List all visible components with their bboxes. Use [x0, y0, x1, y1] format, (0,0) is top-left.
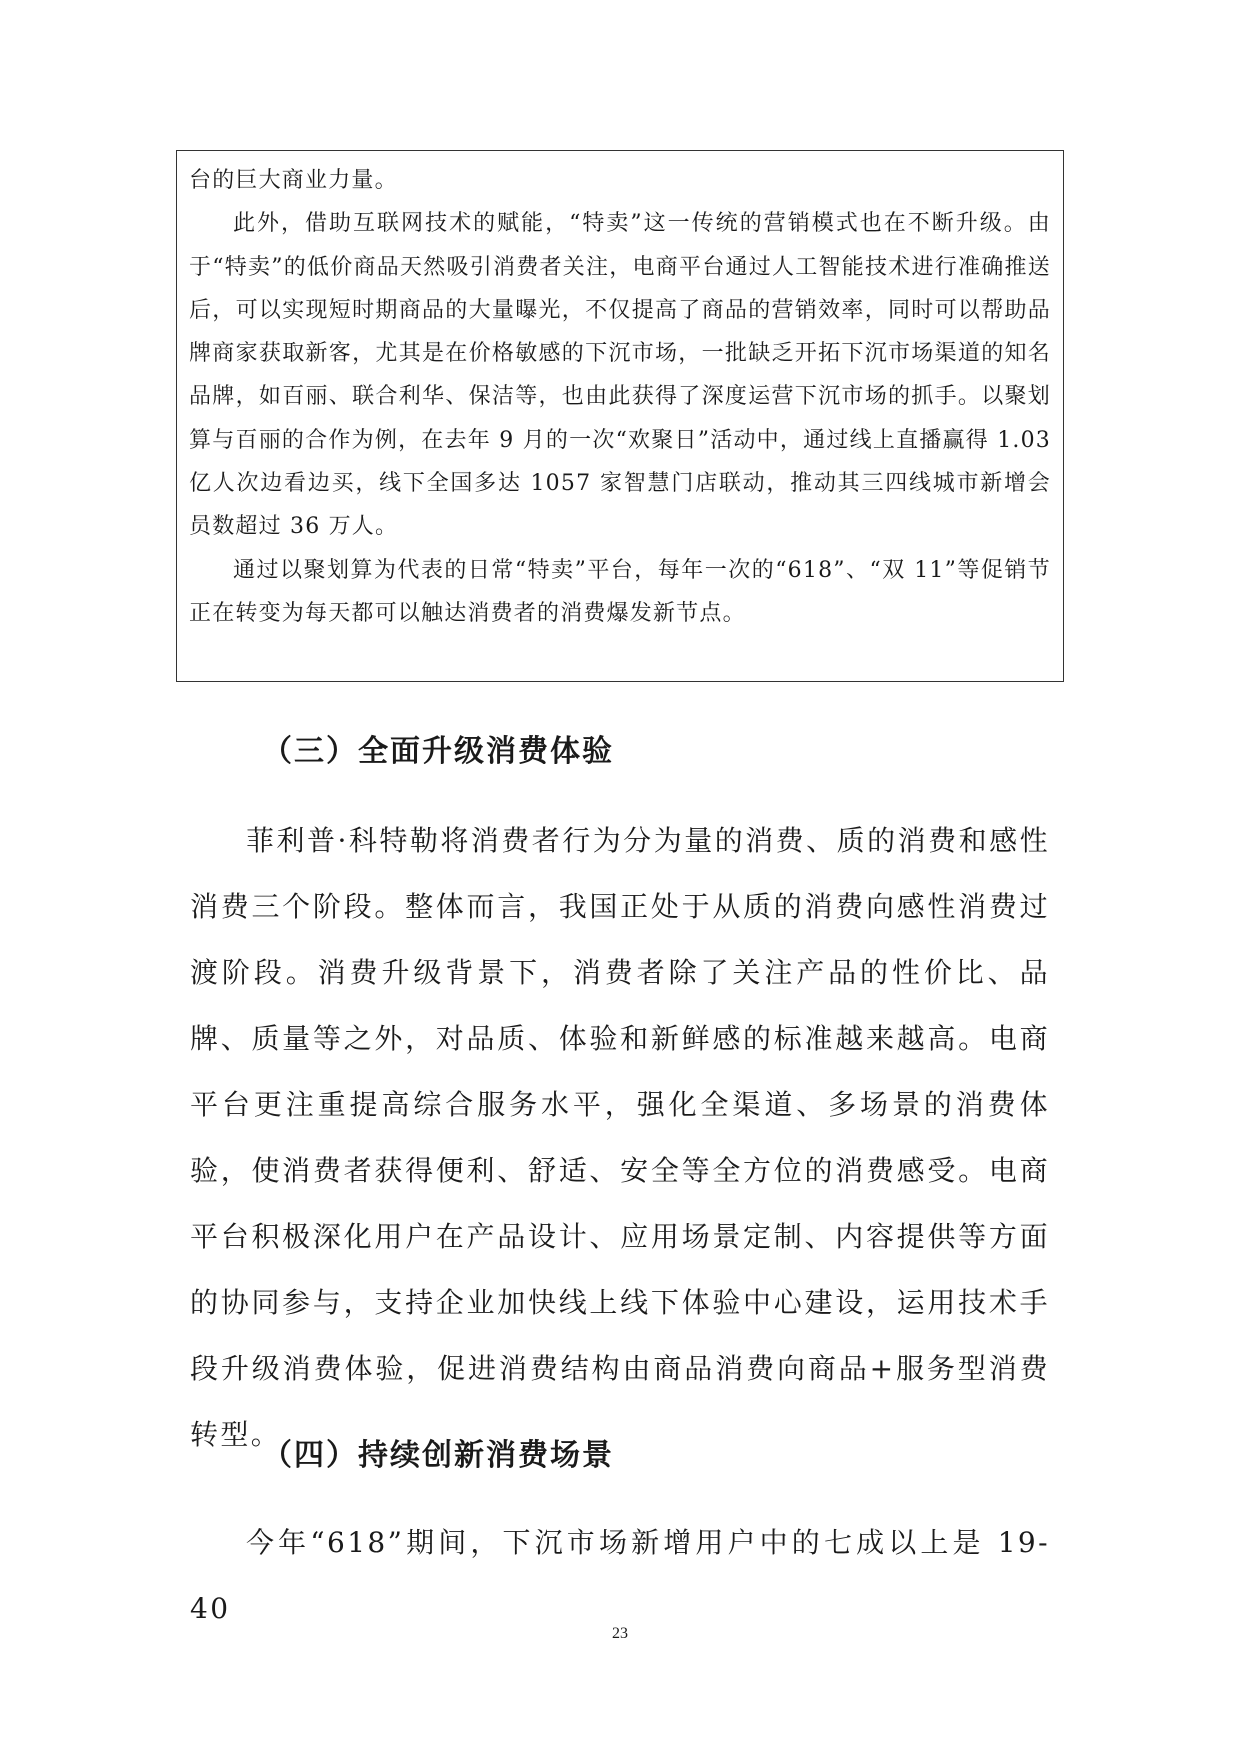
box-paragraph-conclusion: 通过以聚划算为代表的日常“特卖”平台，每年一次的“618”、“双 11”等促销节正在转变为每天都可以触达消费者的消费爆发新节点。 [189, 557, 1051, 626]
section-3-paragraph: 菲利普·科特勒将消费者行为分为量的消费、质的消费和感性消费三个阶段。整体而言，我国正处于从质的消费向感性消费过渡阶段。消费升级背景下，消费者除了关注产品的性价比、品牌、质量等之外，对品质、体验和新鲜感的标准越来越高。电商平台更注重提高综合服务水平，强化全渠道、多场景的消费体验，使消费者获得便利、舒适、安全等全方位的消费感受。电商平台积极深化用户在产品设计、应用场景定制、内容提供等方面的协同参与，支持企业加快线上线下体验中心建设，运用技术手段升级消费体验，促进消费结构由商品消费向商品+服务型消费转型。 [190, 824, 1050, 1451]
section-4-paragraph: 今年“618”期间，下沉市场新增用户中的七成以上是 19-40 [190, 1526, 1050, 1625]
page-number: 23 [612, 1625, 628, 1642]
boxed-excerpt [176, 150, 1064, 682]
section-heading-3: （三）全面升级消费体验 [262, 734, 614, 769]
section-heading-4: （四）持续创新消费场景 [262, 1438, 614, 1473]
box-paragraph-tesale: 此外，借助互联网技术的赋能，“特卖”这一传统的营销模式也在不断升级。由于“特卖”的低价商品天然吸引消费者关注，电商平台通过人工智能技术进行准确推送后，可以实现短时期商品的大量曝光，不仅提高了商品的营销效率，同时可以帮助品牌商家获取新客，尤其是在价格敏感的下沉市场，一批缺乏开拓下沉市场渠道的知名品牌，如百丽、联合利华、保洁等，也由此获得了深度运营下沉市场的抓手。以聚划算与百丽的合作为例，在去年 9 月的一次“欢聚日”活动中，通过线上直播赢得 1.03 亿人次边看边买，线下全国多达 1057 家智慧门店联动，推动其三四线城市新增会员数超过 36 万人。 [189, 211, 1051, 540]
box-paragraph-continuation: 台的巨大商业力量。 [189, 168, 398, 193]
